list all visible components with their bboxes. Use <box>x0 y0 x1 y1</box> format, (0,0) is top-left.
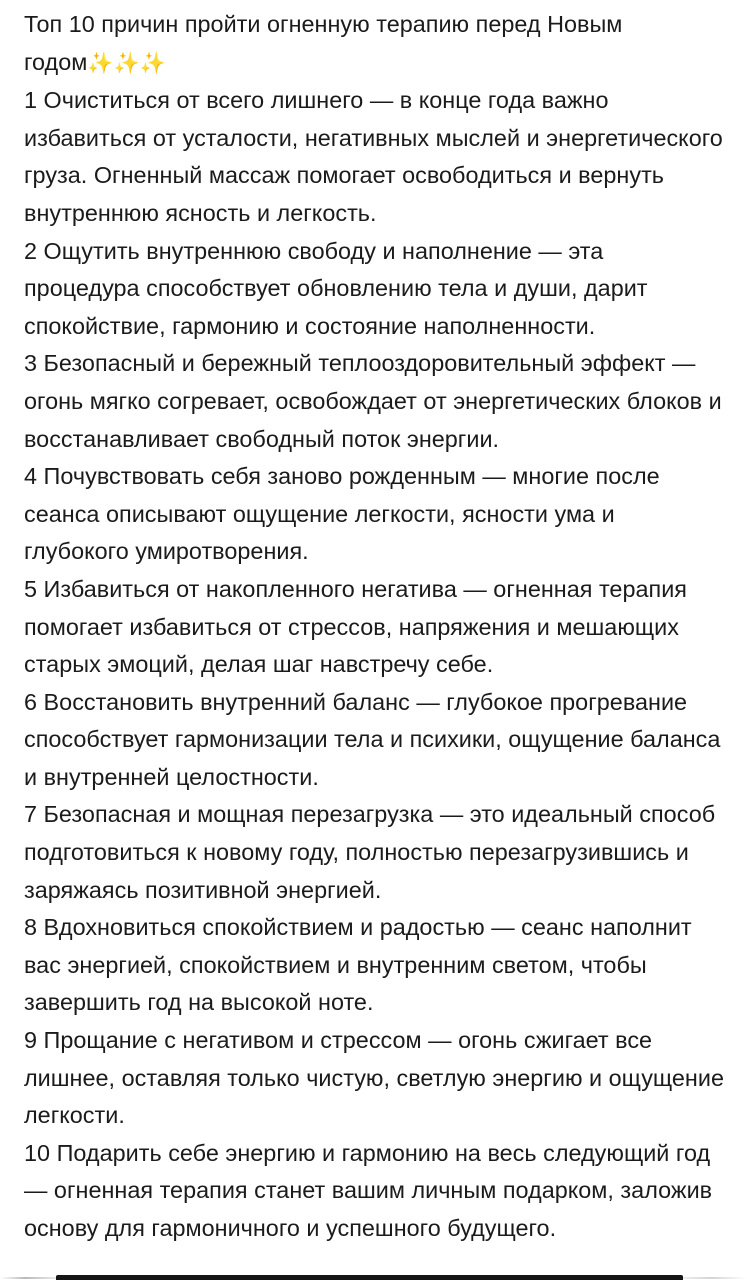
post-item-1: 1 Очиститься от всего лишнего — в конце года важно избавиться от усталости, негативных мыслей и энергетического груза. Огненный массаж помогает освободиться и вернуть внутреннюю ясность и легкость. <box>24 87 730 226</box>
post-item-3: 3 Безопасный и бережный теплооздоровительный эффект — огонь мягко согревает, освобождает от энергетических блоков и восстанавливает свободный поток энергии. <box>24 350 729 452</box>
bottom-action-bar[interactable] <box>56 1275 683 1280</box>
post-item-2: 2 Ощутить внутреннюю свободу и наполнение — эта процедура способствует обновлению тела и души, дарит спокойствие, гармонию и состояние наполненности. <box>24 237 655 339</box>
bottom-bar-right-fade <box>683 1277 747 1279</box>
post-heading-text: Топ 10 причин пройти огненную терапию перед Новым годом <box>24 11 629 75</box>
sparkles-icon: ✨✨✨ <box>87 50 166 75</box>
post-item-10: 10 Подарить себе энергию и гармонию на весь следующий год — огненная терапия станет вашим личным подарком, заложив основу для гармоничного и успешного будущего. <box>24 1139 719 1241</box>
bottom-edge-strip <box>0 1266 747 1280</box>
post-item-5: 5 Избавиться от накопленного негатива — огненная терапия помогает избавиться от стрессов, напряжения и мешающих старых эмоций, делая шаг навстречу себе. <box>24 575 694 678</box>
post-item-6: 6 Восстановить внутренний баланс — глубокое прогревание способствует гармонизации тела и психики, ощущение баланса и внутренней целостности. <box>24 688 727 790</box>
post-item-8: 8 Вдохновиться спокойствием и радостью — сеанс наполнит вас энергией, спокойствием и внутренним светом, чтобы завершить год на высокой ноте. <box>24 914 699 1016</box>
post-heading <box>24 6 725 82</box>
post-item-4: 4 Почувствовать себя заново рожденным — многие после сеанса описывают ощущение легкости, ясности ума и глубокого умиротворения. <box>24 463 667 565</box>
post-item-7: 7 Безопасная и мощная перезагрузка — это идеальный способ подготовиться к новому году, полностью перезагрузившись и заряжаясь позитивной энергией. <box>24 801 722 903</box>
post-item-9: 9 Прощание с негативом и стрессом — огонь сжигает все лишнее, оставляя только чистую, светлую энергию и ощущение легкости. <box>24 1027 731 1129</box>
bottom-bar-left-fade <box>0 1277 56 1279</box>
